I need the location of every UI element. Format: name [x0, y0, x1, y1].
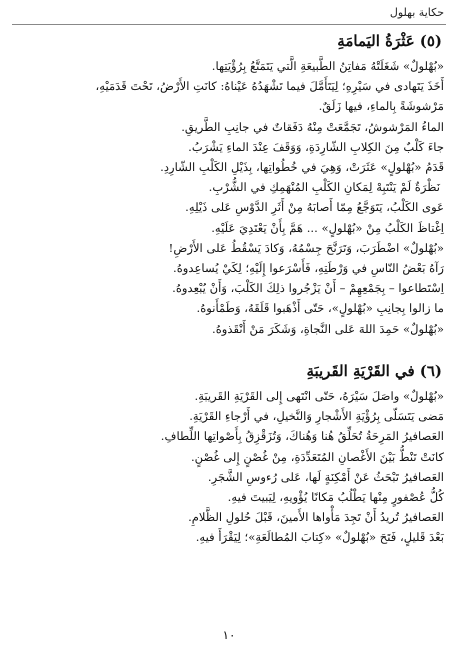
text-line: جاءَ كَلْبٌ مِنَ الكِلابِ الشّارِدَةِ، وَوَقَفَ عِنْدَ الماءِ يَشْرَبُ.: [188, 139, 444, 154]
section-number: (٦): [419, 362, 442, 380]
text-line: عَوى الكَلْبُ، يَتَوَجَّعُ مِمّا أَصابَهُ مِنْ أَثَرِ الدَّوْسِ عَلى ذَيْلِهِ.: [185, 200, 444, 215]
section-heading: [14, 30, 442, 52]
section-number: (٥): [419, 32, 442, 50]
text-line: مَضى يَتَسَلّى بِرُؤْيَةِ الأَشْجارِ وَالنَّخيلِ، في أَرْجاءِ القَرْيَةِ.: [189, 409, 444, 424]
text-line: العَصافيرُ تَبْحَثُ عَنْ أَمْكِنَةٍ لَها، عَلى رُءوسِ الشَّجَرِ.: [207, 469, 444, 484]
text-line: بَعْدَ قَليلٍ، فَتَحَ «بُهْلولٌ» «كِتابَ المُطالَعَةِ»؛ لِيَقْرَأَ فيهِ.: [195, 530, 444, 545]
section-heading: [14, 360, 442, 382]
header-divider: [12, 24, 446, 25]
section-title: في القَرْيَةِ القَريبَةِ: [306, 362, 415, 380]
section-5: [14, 30, 444, 339]
text-line: كانَتْ تَنْطُّ بَيْنَ الأَغْصانِ المُتَعَدِّدَةِ، مِنْ غُصْنٍ إِلى غُصْنٍ.: [190, 449, 444, 464]
text-line: كُلُّ عُصْفورٍ مِنْها يَطْلُبُ مَكانًا يُؤْويهِ، لِيَبيتَ فيهِ.: [227, 490, 444, 505]
text-line: نَظْرَةٌ لَمْ يَنْتَبِهْ لِمَكانِ الكَلْبِ المُنْهَمِكِ في الشُّرْبِ.: [208, 180, 440, 195]
text-line: مَرْشوشَةً بِالماءِ، فيها زَلَقٌ.: [318, 99, 444, 114]
text-line: الماءُ المَرْشوشُ، تَجَمَّعَتْ مِنْهُ دَفَقاتٌ في جانِبِ الطَّريقِ.: [181, 119, 444, 134]
text-line: العَصافيرُ تُريدُ أَنْ تَجِدَ مَأْواها الأَمينَ، قَبْلَ حُلولِ الظَّلامِ.: [188, 510, 444, 525]
text-line: اِغْتاظَ الكَلْبُ مِنْ «بُهْلولٍ» ... هَمَّ بِأَنْ يَعْتَدِيَ عَلَيْهِ.: [211, 220, 444, 235]
section-body: [14, 56, 444, 339]
text-line: ما زالوا بِجانِبِ «بُهْلولٍ»، حَتّى أَذْهَبوا قَلَقَهُ، وَطَمْأَنوهُ.: [196, 301, 444, 316]
text-line: «بُهْلولٌ» اضْطَرَبَ، وَتَرَنَّحَ جِسْمُهُ، وَكادَ يَسْقُطُ عَلى الأَرْضِ!: [168, 240, 444, 255]
text-line: «بُهْلولٌ» واصَلَ سَيْرَهُ، حَتّى انْتَهى إِلى القَرْيَةِ القَريبَةِ.: [194, 389, 444, 403]
section-body: [14, 386, 444, 548]
section-title: عَثْرَةُ اليَمامَةِ: [337, 32, 415, 50]
text-line: قَدَمُ «بُهْلولٍ» عَثَرَتْ، وَهِيَ في خُطُواتِها، بِذَيْلِ الكَلْبِ الشّارِدِ.: [160, 160, 444, 175]
page-number: ١٠: [222, 628, 236, 642]
text-line: اِسْتَطاعوا – بِجَمْعِهِمْ – أَنْ يَزْجُروا ذلِكَ الكَلْبَ، وَأَنْ يُبْعِدوهُ.: [172, 281, 444, 296]
text-line: العَصافيرُ المَرِحَةُ تُحَلِّقُ هُنا وَهُناكَ، وَتُزَقْزِقُ بِأَصْواتِها اللِّطافِ.: [160, 429, 444, 444]
text-line: «بُهْلولٌ» شَغَلَتْهُ مَفاتِنُ الطَّبيعَةِ الَّتي يَتَمَتَّعُ بِرُؤْيَتِها.: [211, 59, 444, 73]
text-line: رَآهُ بَعْضُ النّاسِ في وَرْطَتِهِ، فَأَسْرَعوا إِلَيْهِ؛ لِكَيْ يُساعِدوهُ.: [173, 261, 444, 276]
section-6: [14, 360, 444, 548]
text-line: «بُهْلولٌ» حَمِدَ اللهَ عَلى النَّجاةِ، وَشَكَرَ مَنْ أَنْقَذوهُ.: [212, 321, 444, 336]
text-line: أَخَذَ يَتَهادى في سَيْرِهِ؛ لِيَتَأَمَّلَ فيما تَشْهَدُهُ عَيْناهُ: كانَتِ الأَرْضُ، تَحْتَ قَدَمَيْهِ،: [95, 79, 444, 94]
running-header: حكاية بهلول: [389, 6, 444, 19]
